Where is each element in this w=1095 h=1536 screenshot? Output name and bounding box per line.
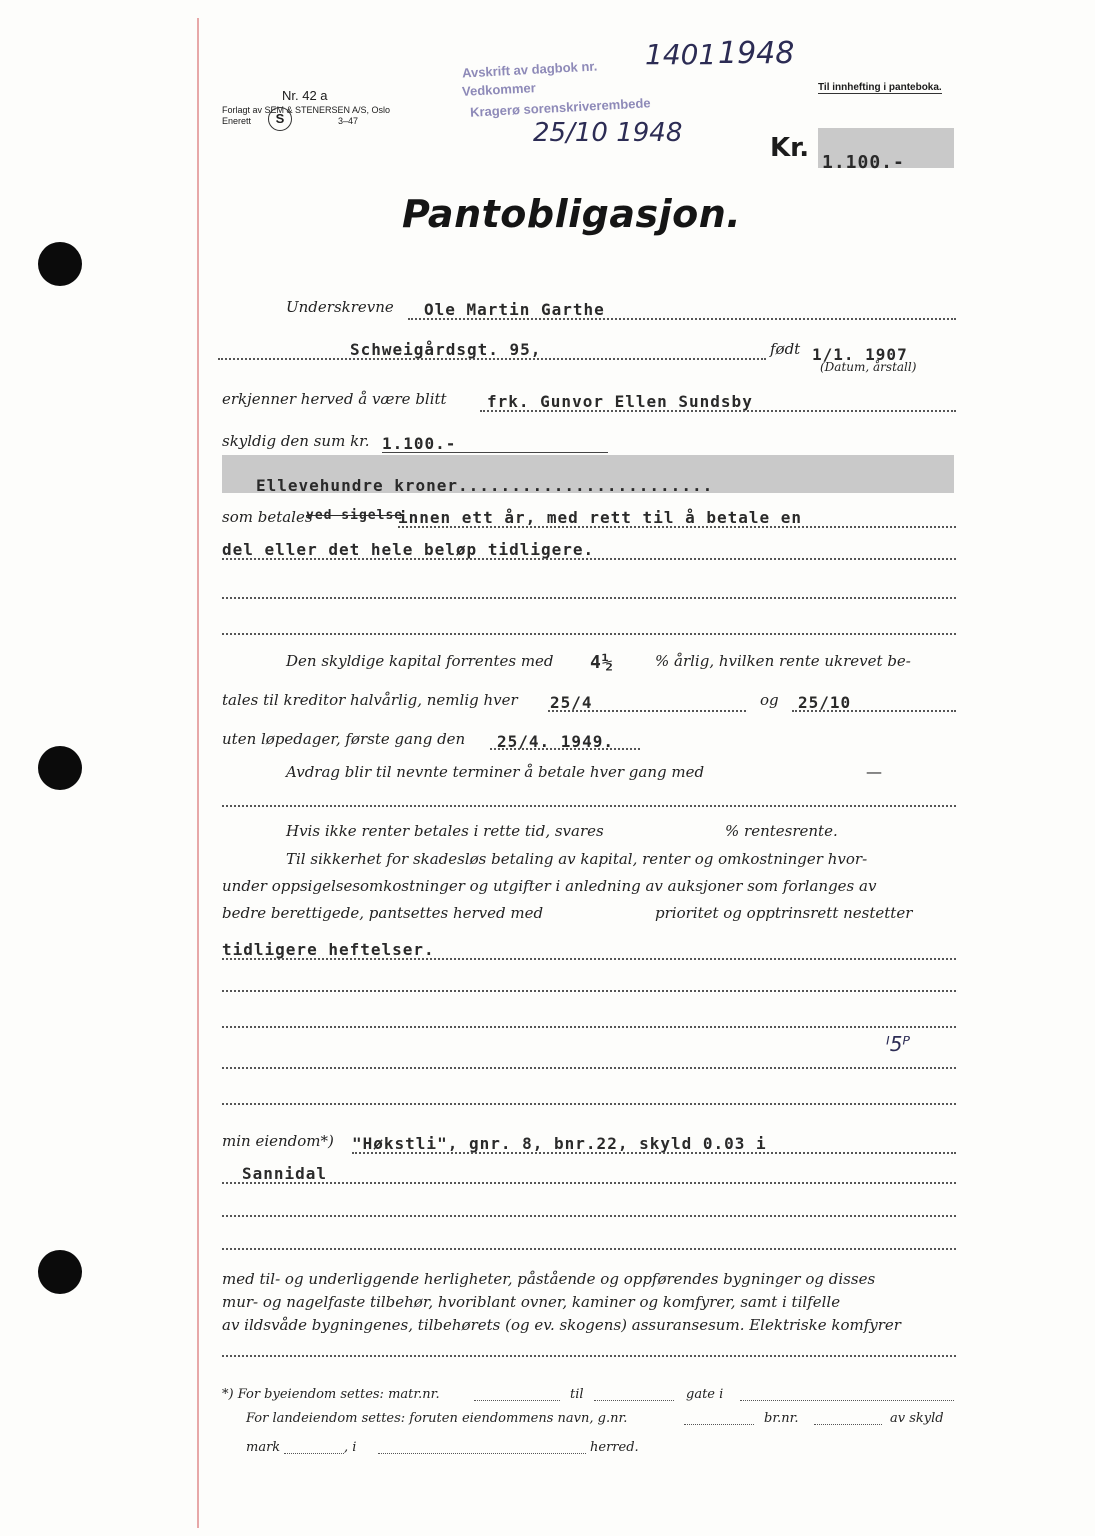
interest-rate: 4½ [590,652,614,673]
dotted-line [398,526,956,528]
payment-struck: ved sigelse [306,508,404,523]
dotted-line [378,1453,586,1454]
debtor-label: Underskrevne [286,298,394,316]
dotted-line [222,1248,956,1250]
appurtenances-line2: mur- og nagelfaste tilbehør, hvoriblant ovner, kaminer og komfyrer, samt i tilfelle [222,1293,841,1311]
dotted-line [222,597,956,599]
publisher-line: Forlagt av SEM & STENERSEN A/S, Oslo [222,105,391,115]
punch-hole [38,242,82,286]
punch-hole [38,1250,82,1294]
dotted-line [352,1152,956,1154]
dotted-line [594,1400,674,1401]
dotted-line [222,1182,956,1184]
dotted-line [474,1400,560,1401]
dotted-line [480,410,956,412]
penalty-line-b: % rentesrente. [725,822,838,840]
stamp-line2: Vedkommer [461,80,537,99]
penalty-line-a: Hvis ikke renter betales i rette tid, svares [286,822,604,840]
appurtenances-line3: av ildsvåde bygningenes, tilbehørets (og ev. skogens) assuransesum. Elektriske komfyrer [222,1316,901,1334]
footnote-line2c: av skyld [890,1411,944,1426]
payment-terms-2: del eller det hele beløp tidligere. [222,540,595,559]
footnote-line1a: *) For byeiendom settes: matr.nr. [222,1387,440,1402]
interest-line1b: % årlig, hvilken rente ukrevet be- [655,652,911,670]
installment-line: Avdrag blir til nevnte terminer å betale hver gang med [286,763,705,781]
interest-og: og [760,691,779,709]
sum-value: 1.100.- [382,434,457,453]
margin-note: ᴵ5ᴾ [886,1032,911,1056]
dotted-line [222,805,956,807]
page-title: Pantobligasjon. [402,192,742,236]
dotted-line [792,710,956,712]
property-label: min eiendom*) [222,1132,334,1150]
footnote-line1b: til [570,1387,584,1402]
amount-label: Kr. [770,133,810,163]
property-value: "Høkstli", gnr. 8, bnr.22, skyld 0.03 i [352,1134,767,1153]
installment-value: — [866,762,882,781]
dotted-line [222,1026,956,1028]
payment-terms: innen ett år, med rett til å betale en [398,508,803,527]
dotted-line [684,1424,754,1425]
footnote-line3c: herred. [590,1440,639,1455]
born-label: født [770,340,801,358]
dotted-line [740,1400,954,1401]
punch-hole [38,746,82,790]
publisher-enerett: Enerett [222,116,252,126]
security-line3b: prioritet og opptrinsrett nestetter [655,904,913,922]
property-place: Sannidal [242,1164,328,1183]
footnote-line2b: br.nr. [764,1411,799,1426]
stamp-office: Kragerø sorenskriverembede [469,95,651,120]
debtor-name: Ole Martin Garthe [424,300,605,319]
sum-underline [382,452,608,453]
born-hint: (Datum, årstall) [820,360,917,374]
security-line3a: bedre berettigede, pantsettes herved med [222,904,544,922]
payment-label: som betales [222,508,313,526]
interest-line3: uten løpedager, første gang den [222,730,466,748]
dotted-line [408,318,956,320]
debtor-address: Schweigårdsgt. 95, [350,340,542,359]
dotted-line [548,710,746,712]
dotted-line [222,633,956,635]
sum-words: Ellevehundre kroner........................ [256,476,714,495]
interest-line1: Den skyldige kapital forrentes med [286,652,554,670]
dotted-line [218,358,766,360]
born-value: 1/1. 1907 [812,345,908,364]
footnote-line1c: gate i [686,1387,724,1402]
stamp-date: 25/10 1948 [533,118,683,148]
priority-text: tidligere heftelser. [222,940,435,959]
amount-value: 1.100.- [822,152,905,173]
interest-date1: 25/4 [550,693,593,712]
creditor-name: frk. Gunvor Ellen Sundsby [487,392,753,411]
dotted-line [490,748,640,750]
dotted-line [222,1067,956,1069]
appurtenances-line1: med til- og underliggende herligheter, påstående og oppførendes bygninger og disses [222,1270,876,1288]
first-payment-date: 25/4. 1949. [497,732,614,751]
interest-date2: 25/10 [798,693,852,712]
dotted-line [814,1424,882,1425]
dotted-line [222,958,956,960]
journal-number: 1401 [645,38,717,71]
stamp-line1: Avskrift av dagbok nr. [461,58,598,81]
footnote-line2a: For landeiendom settes: foruten eiendommens navn, g.nr. [246,1411,628,1426]
footnote-line3a: mark [246,1440,281,1455]
interest-line2: tales til kreditor halvårlig, nemlig hver [222,691,518,709]
creditor-label: erkjenner herved å være blitt [222,390,447,408]
footnote-line3b: , i [344,1440,357,1455]
dotted-line [284,1453,344,1454]
publisher-date: 3–47 [338,116,359,126]
dotted-line [222,990,956,992]
security-line1: Til sikkerhet for skadesløs betaling av kapital, renter og omkostninger hvor- [286,850,868,868]
dotted-line [222,1355,956,1357]
publisher-logo-icon: S [268,107,292,131]
sum-label: skyldig den sum kr. [222,432,370,450]
dotted-line [222,1215,956,1217]
top-right-note: Til innhefting i panteboka. [818,82,942,93]
margin-rule [197,18,199,1528]
dotted-line [222,558,956,560]
stamp-year: 1948 [718,36,795,71]
dotted-line [222,1103,956,1105]
form-number: Nr. 42 a [282,88,328,103]
security-line2: under oppsigelsesomkostninger og utgifter i anledning av auksjoner som forlanges av [222,877,877,895]
